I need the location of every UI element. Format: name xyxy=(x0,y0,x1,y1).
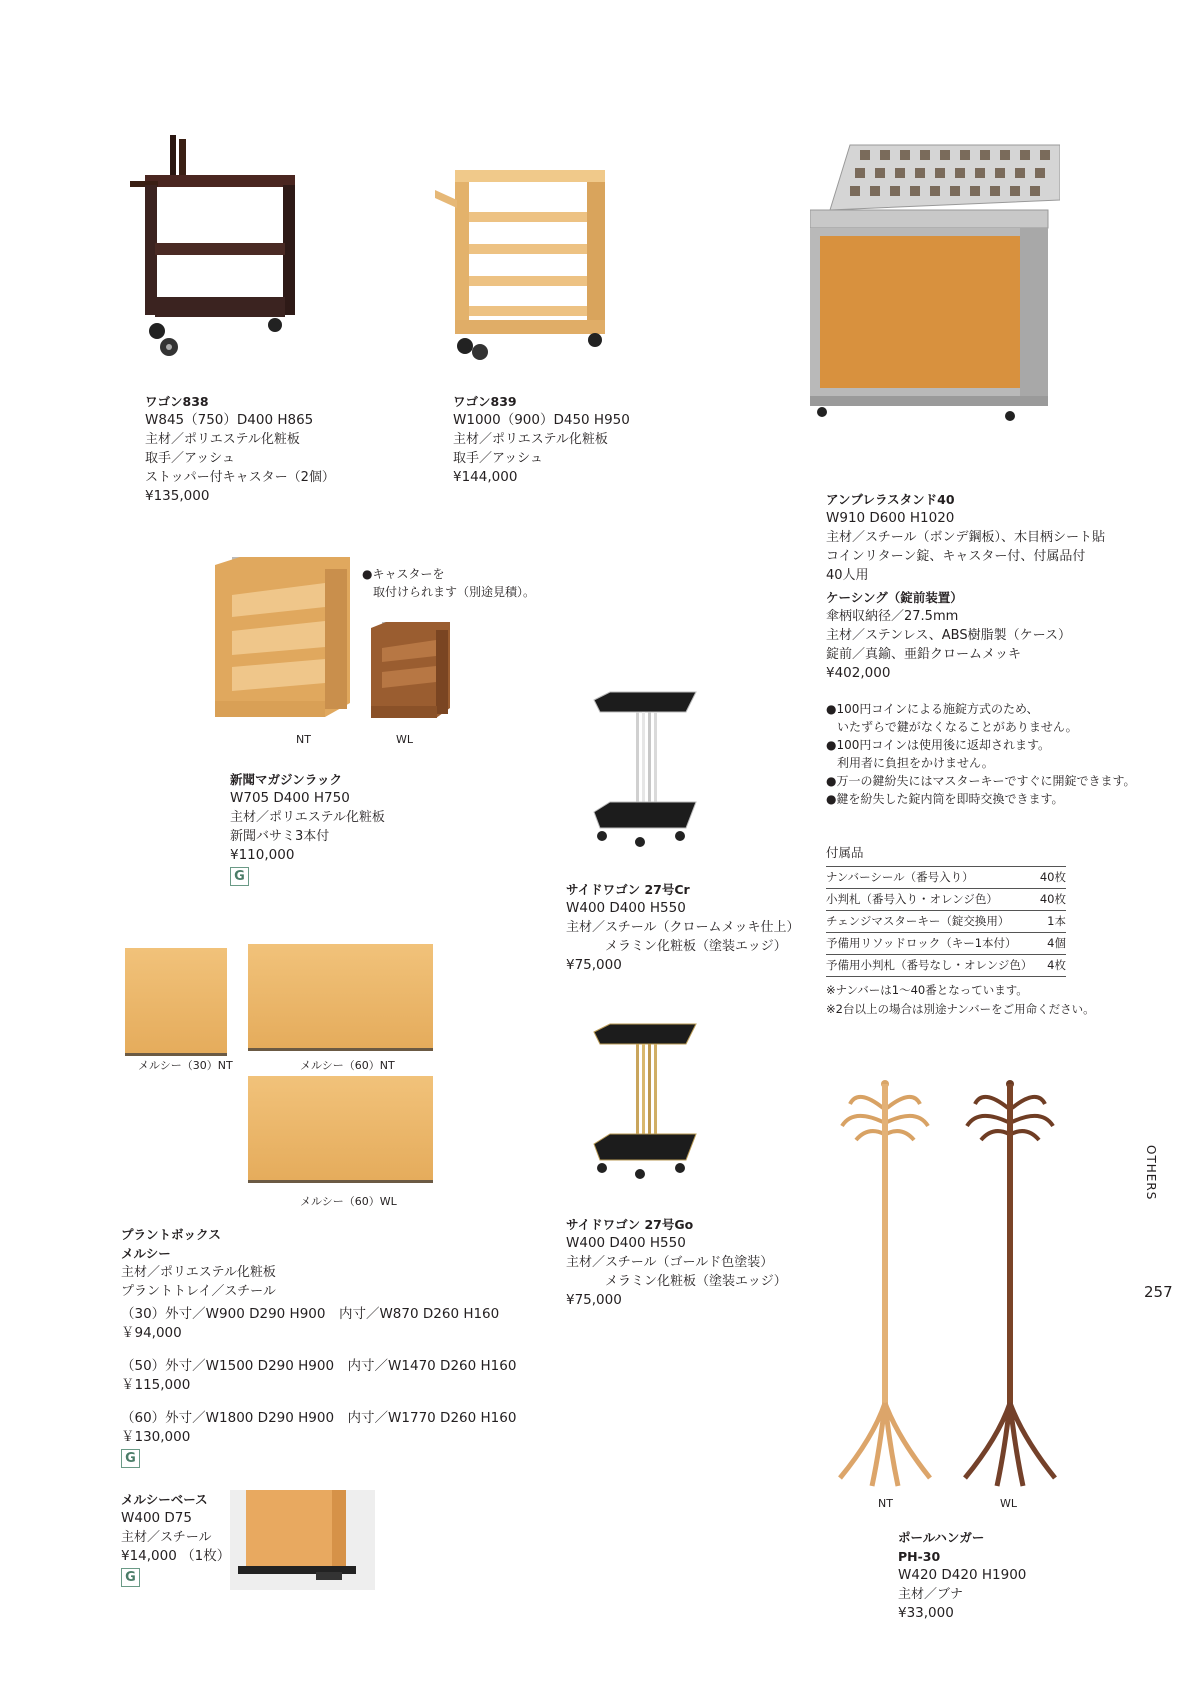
product-size: W705 D400 H750 xyxy=(230,790,350,806)
product-handle: 取手／アッシュ xyxy=(453,451,543,466)
table-row xyxy=(826,911,1066,933)
wagon839-specs xyxy=(453,392,630,487)
price-60: ￥130,000 xyxy=(121,1429,191,1445)
note-line: ●鍵を紛失した錠内筒を即時交換できます。 xyxy=(826,792,1064,806)
product-price: ¥402,000 xyxy=(826,665,891,681)
magazine-rack-wl-image xyxy=(368,620,453,720)
product-material: 主材／ポリエステル化粧板 xyxy=(453,432,608,447)
accessory-item: チェンジマスターキー（錠交換用） xyxy=(826,911,1039,933)
sidewagon-cr-specs xyxy=(566,880,799,975)
plantbox-60wl-image xyxy=(248,1076,433,1183)
caption-nt: NT xyxy=(296,733,311,746)
side-wagon-cr-image xyxy=(590,690,700,850)
note-line: ●100円コインは使用後に返却されます。 xyxy=(826,738,1051,752)
product-material-2: メラミン化粧板（塗装エッジ） xyxy=(605,1274,787,1289)
product-model: PH-30 xyxy=(898,1549,941,1564)
product-material: 主材／ポリエステル化粧板 xyxy=(230,810,385,825)
product-size: W420 D420 H1900 xyxy=(898,1567,1027,1583)
accessory-item: 予備用小判札（番号なし・オレンジ色） xyxy=(826,955,1039,977)
product-material: 主材／スチール xyxy=(121,1530,212,1545)
product-price: ¥75,000 xyxy=(566,957,622,973)
caption-hanger-wl: WL xyxy=(1000,1497,1018,1510)
note-line: ●万一の鍵紛失にはマスターキーですぐに開錠できます。 xyxy=(826,774,1136,788)
umbrella-notes xyxy=(826,700,1136,808)
size-30: （30）外寸／W900 D290 H900 内寸／W870 D260 H160 xyxy=(121,1306,500,1322)
green-mark-icon: G xyxy=(121,1449,140,1468)
wagon838-image xyxy=(125,135,300,365)
caption-plantbox-60wl: メルシー（60）WL xyxy=(300,1195,397,1208)
size-60: （60）外寸／W1800 D290 H900 内寸／W1770 D260 H160 xyxy=(121,1410,517,1426)
magazine-rack-nt-image xyxy=(210,555,352,720)
green-mark-icon: G xyxy=(121,1568,140,1587)
product-material: 主材／スチール（ボンデ鋼板）、木目柄シート貼 xyxy=(826,530,1105,545)
hanger-specs xyxy=(898,1528,1026,1623)
note-line: 利用者に負担をかけません。 xyxy=(837,756,994,770)
product-price: ¥75,000 xyxy=(566,1292,622,1308)
accessory-qty: 4枚 xyxy=(1039,955,1066,977)
caster-note xyxy=(362,565,535,601)
accessory-item: 予備用リソッドロック（キー1本付） xyxy=(826,933,1039,955)
footnote: ※ナンバーは1〜40番となっています。 xyxy=(826,983,1028,997)
product-handle: 取手／アッシュ xyxy=(145,451,235,466)
product-name: アンブレラスタンド40 xyxy=(826,492,955,507)
note-line: ●100円コインによる施錠方式のため、 xyxy=(826,702,1039,716)
note-line: 取付けられます（別途見積）。 xyxy=(373,585,536,599)
product-name: サイドワゴン 27号Cr xyxy=(566,882,690,897)
caption-plantbox-60nt: メルシー（60）NT xyxy=(300,1059,395,1072)
product-extra: 新聞バサミ3本付 xyxy=(230,829,330,844)
table-row xyxy=(826,867,1066,889)
product-tray: プラントトレイ／スチール xyxy=(121,1284,276,1299)
product-size: W845（750）D400 H865 xyxy=(145,412,314,428)
accessory-item: ナンバーシール（番号入り） xyxy=(826,867,1039,889)
accessory-item: 小判札（番号入り・オレンジ色） xyxy=(826,889,1039,911)
product-material: 主材／ブナ xyxy=(898,1587,964,1602)
accessories-table xyxy=(826,866,1066,977)
umbrella-stand-image xyxy=(810,140,1060,422)
product-material-2: メラミン化粧板（塗装エッジ） xyxy=(605,939,787,954)
sidewagon-go-specs xyxy=(566,1215,787,1310)
caption-plantbox-30nt: メルシー（30）NT xyxy=(138,1059,233,1072)
product-material: 主材／スチール（クロームメッキ仕上） xyxy=(566,920,800,935)
accessories-title: 付属品 xyxy=(826,845,864,860)
accessory-qty: 40枚 xyxy=(1039,889,1066,911)
pole-hanger-nt-image xyxy=(828,1078,938,1490)
product-size: W400 D400 H550 xyxy=(566,1235,686,1251)
product-name: メルシー xyxy=(121,1246,171,1261)
product-price: ¥14,000 （1枚） xyxy=(121,1548,231,1564)
accessories-section xyxy=(826,843,1095,1019)
plantbox-30nt-image xyxy=(125,948,227,1056)
product-name: ポールハンガー xyxy=(898,1530,985,1545)
mercybase-image xyxy=(230,1490,375,1590)
product-name: 新聞マガジンラック xyxy=(230,772,342,787)
plantbox-60nt-image xyxy=(248,944,433,1051)
size-50: （50）外寸／W1500 D290 H900 内寸／W1470 D260 H160 xyxy=(121,1358,517,1374)
caption-wl: WL xyxy=(396,733,414,746)
product-price: ¥135,000 xyxy=(145,488,210,504)
product-material: 主材／スチール（ゴールド色塗装） xyxy=(566,1255,774,1270)
magazine-specs xyxy=(230,770,385,886)
casing-lock: 錠前／真鍮、亜鉛クロームメッキ xyxy=(826,647,1022,662)
side-section-label: OTHERS xyxy=(1144,1145,1158,1201)
product-size: W400 D75 xyxy=(121,1510,192,1526)
note-line: ●キャスターを xyxy=(362,567,445,581)
price-30: ￥94,000 xyxy=(121,1325,182,1341)
price-50: ￥115,000 xyxy=(121,1377,191,1393)
product-name: メルシーベース xyxy=(121,1492,208,1507)
umbrella-specs xyxy=(826,490,1105,683)
product-name: ワゴン838 xyxy=(145,394,209,409)
product-material: 主材／ポリエステル化粧板 xyxy=(121,1265,276,1280)
wagon839-image xyxy=(435,160,620,360)
product-size: W400 D400 H550 xyxy=(566,900,686,916)
page-number: 257 xyxy=(1144,1283,1173,1301)
mercybase-specs xyxy=(121,1490,230,1587)
casing-material: 主材／ステンレス、ABS樹脂製（ケース） xyxy=(826,628,1071,643)
product-price: ¥33,000 xyxy=(898,1605,954,1621)
section-title: プラントボックス xyxy=(121,1227,221,1242)
product-name: サイドワゴン 27号Go xyxy=(566,1217,694,1232)
pole-hanger-wl-image xyxy=(953,1078,1063,1490)
product-size: W1000（900）D450 H950 xyxy=(453,412,630,428)
product-lock: コインリターン錠、キャスター付、付属品付 xyxy=(826,549,1086,564)
table-row xyxy=(826,933,1066,955)
product-material: 主材／ポリエステル化粧板 xyxy=(145,432,300,447)
product-price: ¥110,000 xyxy=(230,847,295,863)
product-price: ¥144,000 xyxy=(453,469,518,485)
side-wagon-go-image xyxy=(590,1022,700,1182)
green-mark-icon: G xyxy=(230,867,249,886)
footnote: ※2台以上の場合は別途ナンバーをご用命ください。 xyxy=(826,1002,1095,1016)
caption-hanger-nt: NT xyxy=(878,1497,893,1510)
accessory-qty: 40枚 xyxy=(1039,867,1066,889)
accessory-qty: 1本 xyxy=(1039,911,1066,933)
casing-title: ケーシング（錠前装置） xyxy=(826,590,963,605)
table-row xyxy=(826,955,1066,977)
product-size: W910 D600 H1020 xyxy=(826,510,955,526)
casing-diameter: 傘柄収納径／27.5mm xyxy=(826,609,959,624)
plantbox-specs xyxy=(121,1225,516,1468)
accessory-qty: 4個 xyxy=(1039,933,1066,955)
product-capacity: 40人用 xyxy=(826,568,869,583)
product-name: ワゴン839 xyxy=(453,394,517,409)
table-row xyxy=(826,889,1066,911)
product-caster: ストッパー付キャスター（2個） xyxy=(145,470,335,485)
wagon838-specs xyxy=(145,392,335,506)
note-line: いたずらで鍵がなくなることがありません。 xyxy=(837,720,1078,734)
